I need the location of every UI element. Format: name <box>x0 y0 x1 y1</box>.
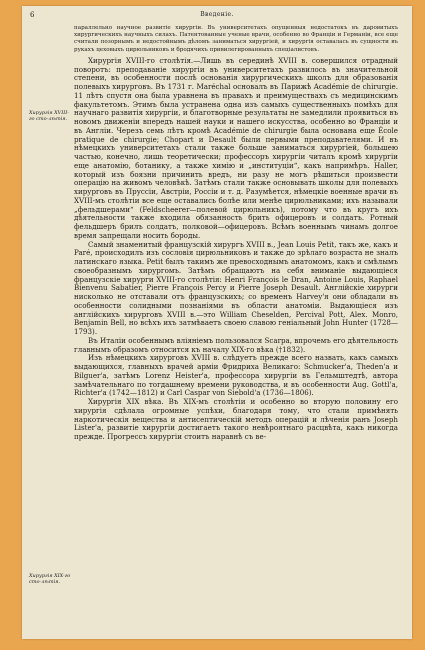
running-title: Введеніе. <box>200 11 234 18</box>
page-header <box>22 6 412 24</box>
book-page <box>22 6 412 639</box>
paragraph-19th-century: Хирургія XIX вѣка. Въ XIX-мъ столѣтіи и особенно во вторую половину его хирургія сдѣлала огромные успѣхи, благодаря тому, что стали примѣнять наркотическія вещества и антисептическій методъ операцій и лѣченія ранъ Joseph Lister'а, развитіе хирургіи достигаетъ такого невѣроятнаго расцвѣта, какъ никогда прежде. Прогрессъ хирургіи стоитъ наравнѣ съ ве- <box>74 397 398 442</box>
side-note-19th-century: Хирургія XIX-го сто-лѣтія. <box>29 573 71 585</box>
page-number: 6 <box>30 11 35 19</box>
paragraph-18th-century: Хирургія XVIII-го столѣтія.—Лишь въ серединѣ XVIII в. совершился отрадный поворотъ: преподаваніе хирургіи въ университетахъ развилось въ значительной степени, въ особенности послѣ основанія хирургическихъ школъ для образованія полевыхъ хирурговъ. Въ 1731 г. Maréchal основалъ въ Парижѣ Académie de chirurgie. 11 лѣтъ спустя она была уравнена въ правахъ и преимуществахъ съ медицинскимъ факультетомъ. Этимъ была устранена одна изъ самыхъ существенныхъ помѣхъ для научнаго развитія хирургіи, и благотворные результаты не замедлили проявиться въ новомъ движеніи впередъ нашей науки и нашего искусства, особенно во Франціи и въ Англіи. Черезъ семь лѣтъ кромѣ Académie de chirurgie была основана еще École pratique de chirurgie; Chopart и Desault были первыми преподавателями. И въ нѣмецкихъ университетахъ стали также больше заниматься хирургіей, большею частью, конечно, лишь теоретически; профессоръ хирургіи читалъ кромѣ хирургіи еще анатомію, ботанику, а также химію и „институціи“, какъ напримѣръ. Haller, который изъ боязни причинить вредъ, ни разу не могъ рѣшиться произвести операцію на живомъ человѣкѣ. Затѣмъ стали также основывать школы для полевыхъ хирурговъ въ Пруссіи, Австріи, Россіи и т. д. Разумѣется, нѣмецкіе военные врачи въ XVIII-мъ столѣтіи все еще оставались болѣе или менѣе цирюльниками; ихъ называли „фельдшерами“ (Feldscheerer—полевой цирюльникъ), потому что въ кругъ ихъ дѣятельности также входила обязанность брить офицеровъ и солдатъ. Ротный фельдшеръ брилъ солдатъ, полковой—офицеровъ. Всѣмъ военнымъ чинамъ долгое время запрещали носить бороды. <box>74 55 398 240</box>
paragraph-french-surgeons: Самый знаменитый французскій хирургъ XVIII в., Jean Louis Petit, такъ же, какъ и Paré, происходилъ изъ сословія цирюльниковъ и также до зрѣлаго возраста не зналъ латинскаго языка. Petit былъ такимъ же превосходнымъ анатомомъ, какъ и смѣлымъ своеобразнымъ хирургомъ. Затѣмъ обращаютъ на себя вниманіе выдающіеся французскіе хирурги XVIII-го столѣтія: Henri François le Dran, Antoine Louis, Raphael Bienvenu Sabatier, Pierre François Percy и Pierre Joseph Desault. Англійскіе хирурги нисколько не отставали отъ французскихъ; со временъ Harvey'я они обладали въ особенности солидными познаніями въ области анатоміи. Выдающіеся изъ англійскихъ хирурговъ XVIII в.—это William Cheselden, Percival Pott, Alex. Monro, Benjamin Bell, но всѣхъ ихъ затмѣваетъ своею славою геніальный John Hunter (1728—1793). <box>74 239 398 337</box>
paragraph-italy: Въ Италіи особеннымъ вліяніемъ пользовался Scarpa, впрочемъ его дѣятельность главнымъ образомъ относится къ началу XIX-го вѣка (†1832). <box>74 335 398 354</box>
body-text <box>74 25 398 442</box>
paragraph-german-surgeons: Изъ нѣмецкихъ хирурговъ XVIII в. слѣдуетъ прежде всего назвать, какъ самыхъ выдающихся, главныхъ врачей арміи Фридриха Великаго: Schmucker'а, Theden'а и Bilguer'а, затѣмъ Lorenz Heister'а, профессора хирургіи въ Гельмштедтѣ, автора замѣчательнаго по тогдашнему времени руководства, и въ особенности Aug. Gottl'а, Richter'а (1742—1812) и Carl Caspar von Siebold'а (1736—1806). <box>74 353 398 398</box>
intro-paragraph: параллельно научное развитіе хирургіи. Въ университетахъ опущенныя недостатокъ въ даровитыхъ хирургическихъ научныхъ силахъ. Патентованные ученые врачи, особенно во Франціи и Германіи, все еще считали позорнымъ и недостойнымъ дѣломъ заниматься хирургіей, и хирургія оставалась въ сущности въ рукахъ цеховыхъ цирюльниковъ и бродячихъ привилегированныхъ спеціалистовъ. <box>74 25 398 53</box>
side-note-18th-century: Хирургія XVIII-го сто-лѣтія. <box>29 110 69 122</box>
